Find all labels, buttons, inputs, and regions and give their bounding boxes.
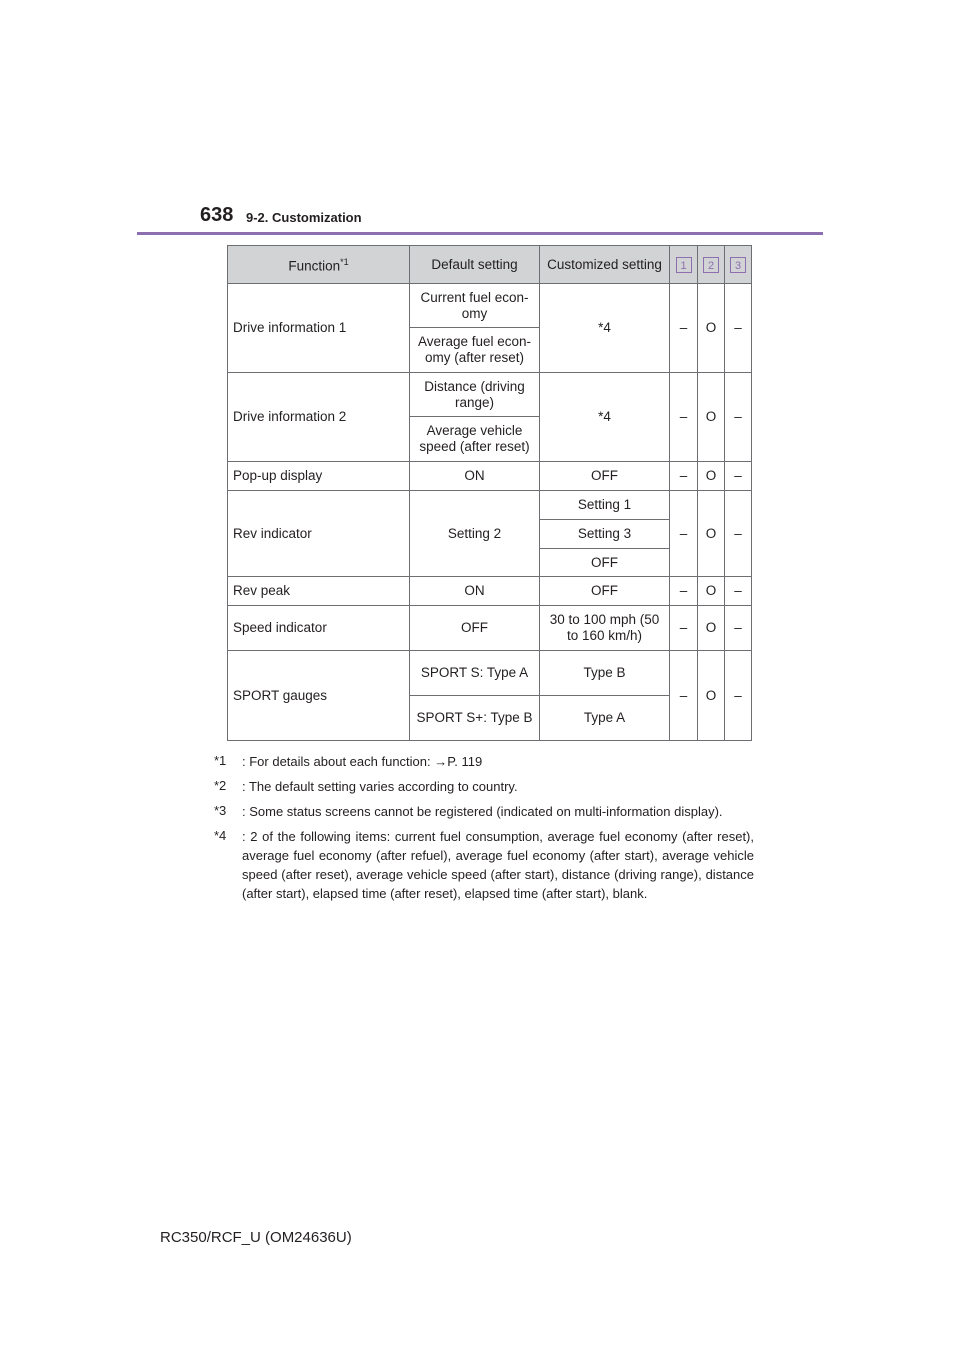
cell-col-2: O (698, 606, 725, 651)
cell-col-2: O (698, 651, 725, 741)
cell-customized: Type B (540, 651, 670, 696)
header-customized: Customized setting (540, 246, 670, 284)
table-row (228, 651, 752, 696)
table-row (228, 373, 752, 417)
cell-default: SPORT S: Type A (410, 651, 540, 696)
number-3-icon: 3 (730, 257, 746, 273)
cell-col-3: – (725, 577, 752, 606)
manual-code: RC350/RCF_U (OM24636U) (160, 1229, 352, 1246)
table-row (228, 606, 752, 651)
footnote (214, 827, 754, 903)
table-header-row (228, 246, 752, 284)
cell-default: Distance (driving range) (410, 373, 540, 417)
cell-function: SPORT gauges (228, 651, 410, 741)
cell-customized: 30 to 100 mph (50 to 160 km/h) (540, 606, 670, 651)
cell-default: Setting 2 (410, 491, 540, 577)
header-col-2 (698, 246, 725, 284)
section-title: 9-2. Customization (246, 210, 362, 225)
footnote (214, 802, 754, 821)
page-header (0, 0, 960, 240)
cell-col-2: O (698, 462, 725, 491)
cell-function: Drive information 2 (228, 373, 410, 462)
cell-default: ON (410, 577, 540, 606)
cell-customized: OFF (540, 462, 670, 491)
table-row (228, 577, 752, 606)
header-function: Function$^{*1}$ (228, 246, 410, 284)
cell-default: OFF (410, 606, 540, 651)
footnote-text: : Some status screens cannot be registered (indicated on multi-information display). (242, 804, 723, 819)
footnote-mark: *3 (214, 803, 227, 818)
cell-customized: OFF (540, 577, 670, 606)
cell-col-3: – (725, 651, 752, 741)
footnote (214, 777, 754, 796)
cell-col-2: O (698, 491, 725, 577)
cell-default: Average fuel econ-omy (after reset) (410, 328, 540, 373)
cell-col-1: – (670, 577, 698, 606)
footnote (214, 752, 754, 771)
cell-customized: Setting 1 (540, 491, 670, 520)
cell-customized: Type A (540, 696, 670, 741)
footnote-text: : For details about each function: →P. 119 (242, 754, 483, 769)
cell-default: ON (410, 462, 540, 491)
footnote-mark: *1 (214, 753, 227, 768)
footnote-mark: *4 (214, 828, 227, 843)
cell-customized: OFF (540, 549, 670, 577)
cell-function: Pop-up display (228, 462, 410, 491)
header-rule (137, 232, 823, 235)
footnote-mark: *2 (214, 778, 227, 793)
cell-col-1: – (670, 373, 698, 462)
cell-col-3: – (725, 373, 752, 462)
cell-function: Speed indicator (228, 606, 410, 651)
cell-col-2: O (698, 577, 725, 606)
cell-col-3: – (725, 462, 752, 491)
footnotes (214, 752, 754, 909)
cell-col-1: – (670, 651, 698, 741)
cell-col-3: – (725, 491, 752, 577)
cell-col-1: – (670, 284, 698, 373)
table-row (228, 462, 752, 491)
header-col-1 (670, 246, 698, 284)
cell-col-1: – (670, 491, 698, 577)
cell-customized: *4 (540, 373, 670, 462)
page-number: 638 (200, 204, 234, 226)
cell-default: Current fuel econ-omy (410, 284, 540, 328)
cell-col-3: – (725, 284, 752, 373)
table-row (228, 491, 752, 520)
header-col-3 (725, 246, 752, 284)
footnote-text: : 2 of the following items: current fuel consumption, average fuel economy (after reset), average fuel economy (after refuel), average fuel economy (after start), average vehicle speed (after reset), average vehicle speed (after start), distance (driving range), distance (after start), elapsed time (after reset), elapsed time (after start), blank. (242, 829, 754, 901)
number-1-icon: 1 (676, 257, 692, 273)
cell-function: Rev peak (228, 577, 410, 606)
cell-function: Rev indicator (228, 491, 410, 577)
cell-col-2: O (698, 373, 725, 462)
customization-table (227, 245, 752, 741)
cell-customized: *4 (540, 284, 670, 373)
cell-default: SPORT S+: Type B (410, 696, 540, 741)
table-row (228, 284, 752, 328)
number-2-icon: 2 (703, 257, 719, 273)
cell-col-2: O (698, 284, 725, 373)
cell-customized: Setting 3 (540, 520, 670, 549)
cell-col-1: – (670, 462, 698, 491)
cell-function: Drive information 1 (228, 284, 410, 373)
header-default: Default setting (410, 246, 540, 284)
footnote-text: : The default setting varies according to country. (242, 779, 518, 794)
cell-default: Average vehicle speed (after reset) (410, 417, 540, 462)
cell-col-3: – (725, 606, 752, 651)
cell-col-1: – (670, 606, 698, 651)
